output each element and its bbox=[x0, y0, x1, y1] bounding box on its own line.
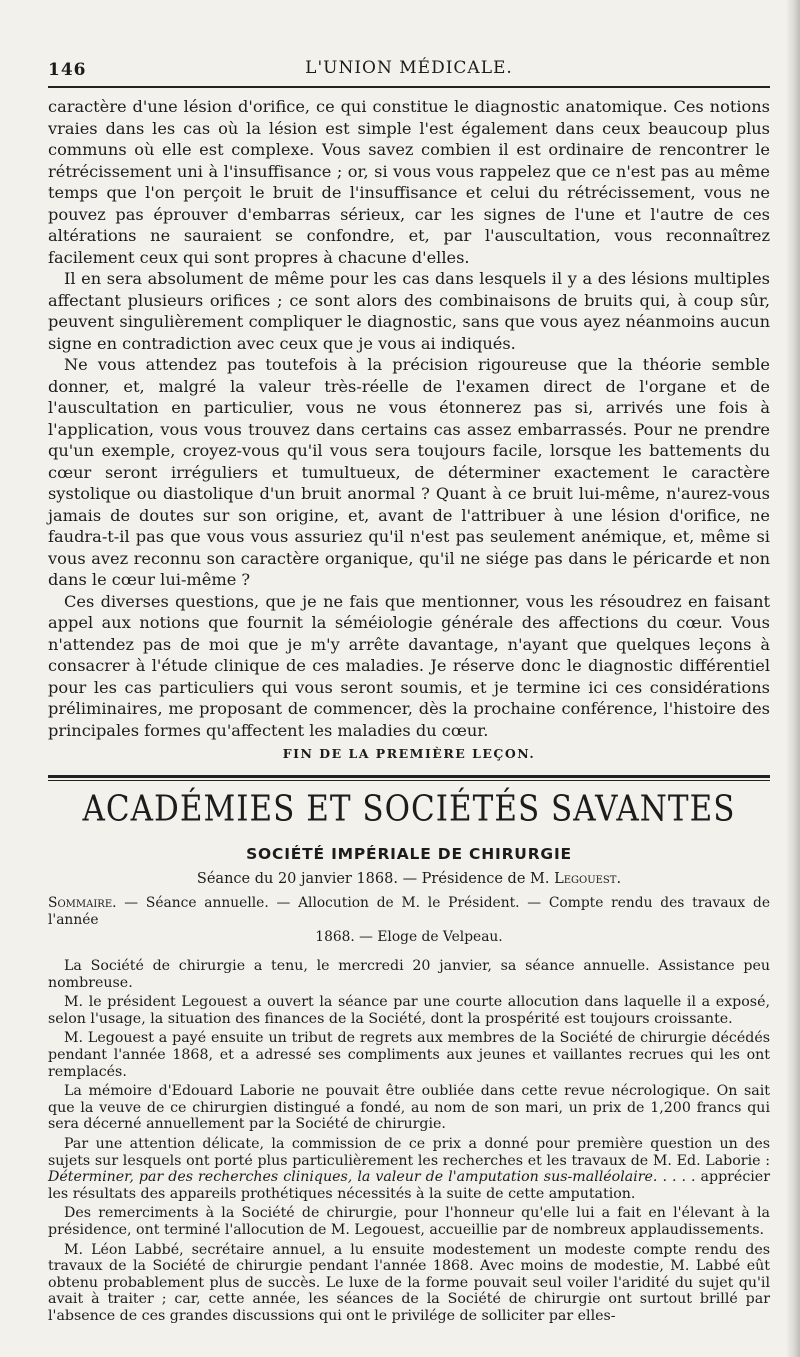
report-paragraph: La mémoire d'Edouard Laborie ne pouvait être oubliée dans cette revue nécrologique. On sait que la veuve de ce chirurgien distingué a fondé, au nom de son mari, un prix de 1,200 francs qui sera décerné annuellement par la Société de chirurgie. bbox=[48, 1083, 770, 1133]
body-paragraph: caractère d'une lésion d'orifice, ce qui constitue le diagnostic anatomique. Ces notions vraies dans les cas où la lésion est simple l'est également dans ceux beaucoup plus communs où elle est complexe. Vous savez combien il est ordinaire de rencontrer le rétrécissement uni à l'insuffisance ; or, si vous vous rappelez que ce n'est pas au même temps que l'on perçoit le bruit de l'insuffisance et celui du rétrécissement, vous ne pouvez pas éprouver d'embarras sérieux, car les signes de l'une et l'autre de ces altérations ne sauraient se confondre, et, par l'auscultation, vous reconnaîtrez facilement ceux qui sont propres à chacune d'elles. bbox=[48, 97, 770, 267]
page-number: 146 bbox=[48, 60, 87, 80]
sommaire bbox=[48, 895, 770, 946]
end-of-lesson-note: FIN DE LA PREMIÈRE LEÇON. bbox=[282, 746, 536, 761]
seance-line bbox=[48, 871, 770, 887]
lecture-body bbox=[48, 96, 770, 741]
prize-before: Par une attention délicate, la commission de ce prix a donné pour première question un des sujets sur lesquels ont porté plus particulièrement les recherches et les travaux de M. Ed. Laborie : bbox=[48, 1135, 770, 1169]
sommaire-text: — Séance annuelle. — Allocution de M. le Président. — Compte rendu des travaux de l'année bbox=[48, 895, 770, 928]
society-title: SOCIÉTÉ IMPÉRIALE DE CHIRURGIE bbox=[246, 845, 572, 863]
journal-title: L'UNION MÉDICALE. bbox=[305, 58, 513, 78]
society-report bbox=[48, 958, 770, 1324]
header-rule bbox=[48, 86, 770, 88]
sommaire-text-2: 1868. — Eloge de Velpeau. bbox=[315, 929, 503, 945]
body-paragraph: Ces diverses questions, que je ne fais que mentionner, vous les résoudrez en faisant appel aux notions que fournit la séméiologie générale des affections du cœur. Vous n'attendez pas de moi que je m'y arrête davantage, n'ayant que quelques leçons à consacrer à l'étude clinique de ces maladies. Je réserve donc le diagnostic différentiel pour les cas particuliers qui vous seront soumis, et je termine ici ces considérations préliminaires, me proposant de commencer, dès la prochaine conférence, l'histoire des principales formes qu'affectent les maladies du cœur. bbox=[48, 591, 770, 740]
page-edge-shadow bbox=[786, 0, 800, 1357]
prize-question: Déterminer, par des recherches cliniques, la valeur de l'amputation sus-malléolaire. . . . . bbox=[48, 1169, 696, 1186]
seance-text: Séance du 20 janvier 1868. — Présidence de M. bbox=[196, 871, 555, 887]
report-paragraph: M. Léon Labbé, secrétaire annuel, a lu ensuite modestement un modeste compte rendu des travaux de la Société de chirurgie pendant l'année 1868. Avec moins de modestie, M. Labbé eût obtenu probablement plus de succès. Le luxe de la forme pouvait seul voiler l'aridité du sujet qu'il avait à traiter ; car, cette année, les séances de la Société de chirurgie ont surtout brillé par l'absence de ces grandes discussions qui ont le privilége de solliciter par elles- bbox=[48, 1241, 770, 1324]
sommaire-label: Sommaire. bbox=[48, 895, 117, 911]
running-header bbox=[48, 54, 770, 82]
report-paragraph: Des remerciments à la Société de chirurgie, pour l'honneur qu'elle lui a fait en l'élevant à la présidence, ont terminé l'allocution de M. Legouest, accueillie par de nombreux applaudissements. bbox=[48, 1205, 770, 1238]
report-paragraph: M. Legouest a payé ensuite un tribut de regrets aux membres de la Société de chirurgie décédés pendant l'année 1868, et a adressé ses compliments aux jeunes et vaillantes recrues qui les ont remplacés. bbox=[48, 1030, 770, 1080]
prize-paragraph bbox=[48, 1136, 770, 1202]
body-paragraph: Ne vous attendez pas toutefois à la précision rigoureuse que la théorie semble donner, et, malgré la valeur très-réelle de l'examen direct de l'organe et de l'auscultation en particulier, vous ne vous étonnerez pas si, arrivés une fois à l'application, vous vous trouvez dans certains cas assez embarrassés. Pour ne prendre qu'un exemple, croyez-vous qu'il vous sera toujours facile, lorsque les battements du cœur seront irréguliers et tumultueux, de déterminer exactement le caractère systolique ou diastolique d'un bruit anormal ? Quant à ce bruit lui-même, n'aurez-vous jamais de doutes sur son origine, et, avant de l'attribuer à une lésion d'orifice, ne faudra-t-il pas que vous vous assuriez qu'il n'est pas seulement anémique, et, même si vous avez reconnu son caractère organique, qu'il ne siége pas dans le péricarde et non dans le cœur lui-même ? bbox=[48, 355, 770, 589]
section-title: ACADÉMIES ET SOCIÉTÉS SAVANTES bbox=[82, 788, 736, 830]
report-paragraph: M. le président Legouest a ouvert la séance par une courte allocution dans laquelle il a exposé, selon l'usage, la situation des finances de la Société, dont la prospérité est toujours croissante. bbox=[48, 994, 770, 1027]
prize-after: apprécier les résultats des appareils prothétiques nécessités à la suite de cette amputation. bbox=[48, 1169, 770, 1202]
president-name: Legouest bbox=[554, 871, 617, 887]
report-paragraph: La Société de chirurgie a tenu, le mercredi 20 janvier, sa séance annuelle. Assistance peu nombreuse. bbox=[48, 958, 770, 991]
body-paragraph: Il en sera absolument de même pour les cas dans lesquels il y a des lésions multiples affectant plusieurs orifices ; ce sont alors des combinaisons de bruits qui, à coup sûr, peuvent singulièrement compliquer le diagnostic, sans que vous ayez néanmoins aucun signe en contradiction avec ceux que je vous ai indiqués. bbox=[48, 269, 770, 353]
section-divider bbox=[48, 775, 770, 781]
seance-end: . bbox=[616, 871, 622, 887]
